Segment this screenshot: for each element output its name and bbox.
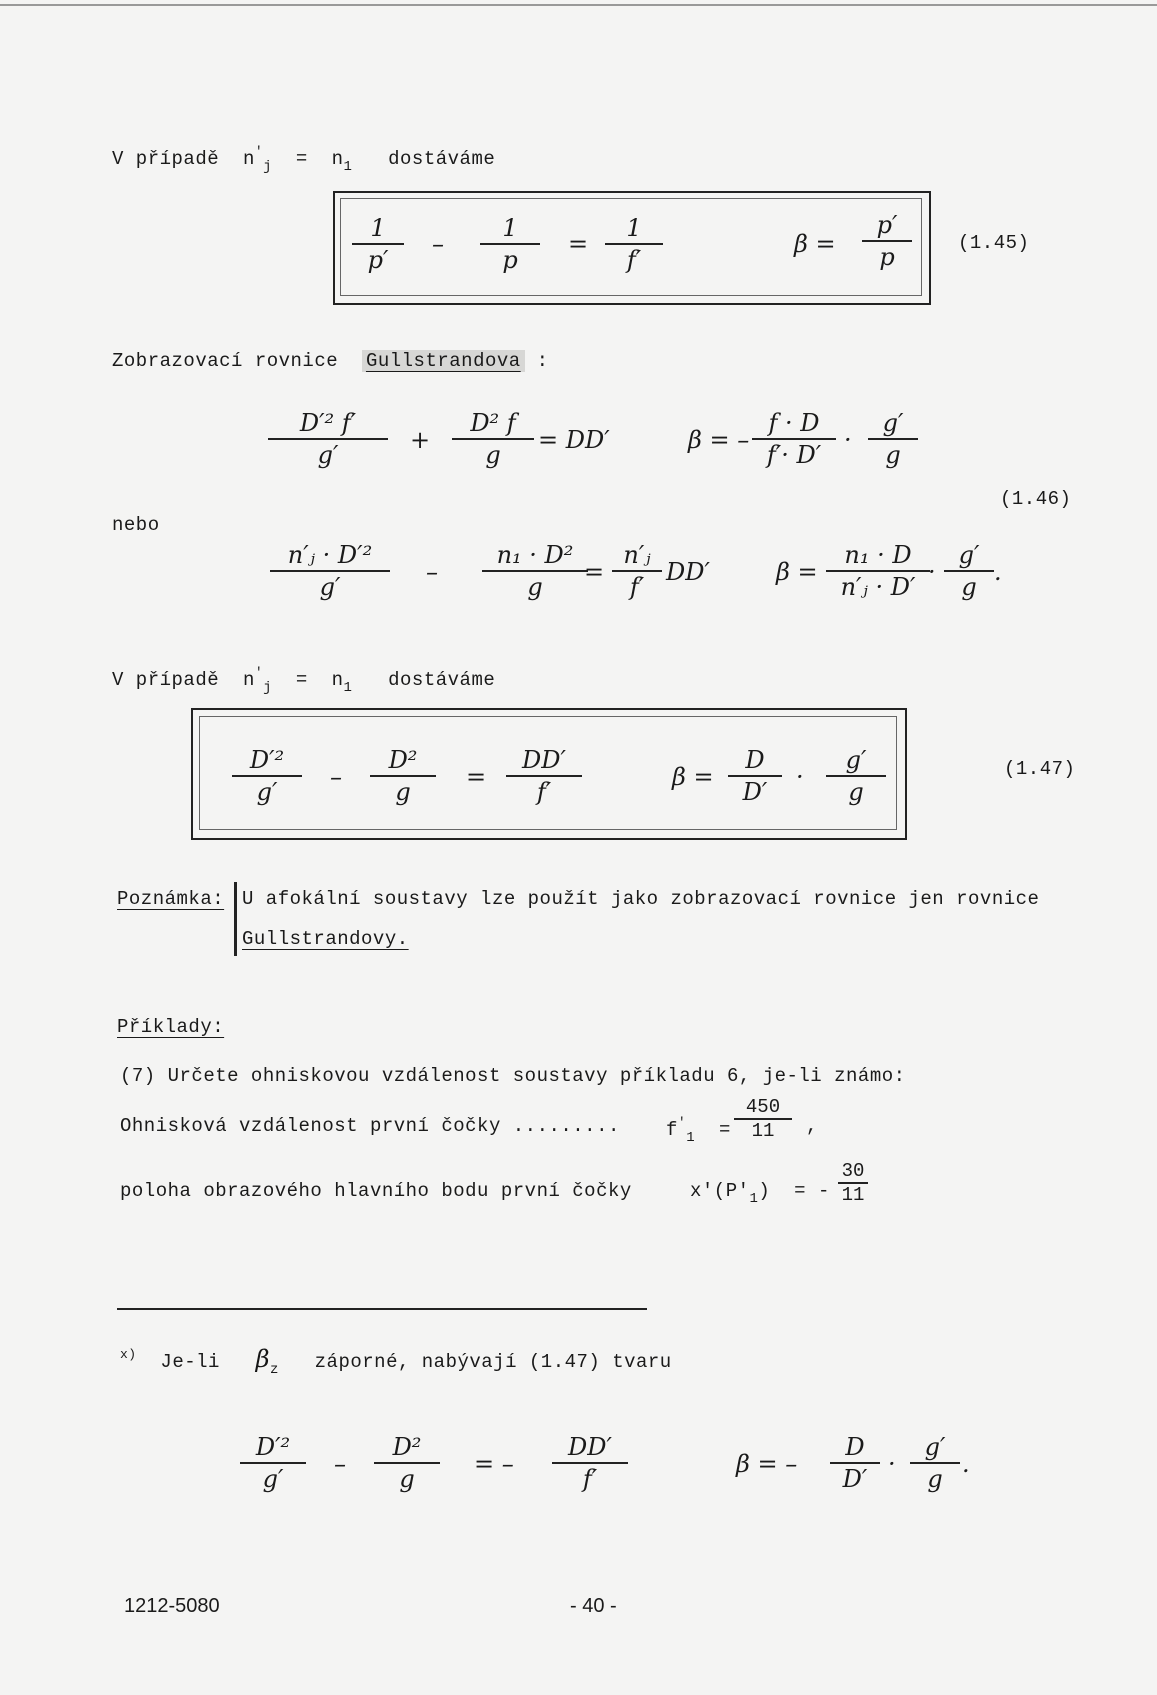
focal-length-label: Ohnisková vzdálenost první čočky .........: [120, 1115, 620, 1137]
numerator: g′: [924, 1433, 946, 1461]
sub-1: 1: [749, 1191, 759, 1207]
denominator: g: [399, 1465, 415, 1493]
numerator: g′: [882, 409, 904, 437]
denominator: n′ⱼ · D′: [840, 573, 916, 601]
fraction-d-prime-sq-f-prime: [268, 408, 388, 470]
equals-sign: =: [568, 230, 589, 258]
numerator: n′ⱼ: [623, 541, 651, 569]
prime-mark: ′: [677, 1115, 687, 1130]
case-line-1: [112, 144, 495, 175]
sub-1: 1: [686, 1130, 696, 1146]
var-f: f: [666, 1119, 678, 1141]
page-number: - 40 -: [570, 1595, 617, 1617]
var-n1: n: [331, 669, 344, 691]
var-n: n: [242, 669, 255, 691]
fraction-d-prime-sq-over-g-prime: [232, 745, 302, 807]
fraction-g-prime-over-g: [910, 1432, 960, 1494]
minus-sign: –: [432, 230, 444, 258]
fraction-g-prime-over-g: [944, 540, 994, 602]
denominator: 11: [751, 1120, 775, 1142]
var-n1: n: [331, 148, 344, 170]
fraction-450-over-11: [734, 1096, 792, 1142]
numerator: DD′: [568, 1433, 612, 1461]
dot-operator: ·: [844, 426, 852, 454]
note-margin-bar: [234, 882, 237, 956]
equals-minus: = -: [794, 1180, 830, 1202]
gullstrand-heading: [112, 350, 549, 372]
fraction-nj-over-f: [612, 540, 662, 602]
numerator: D²: [388, 746, 418, 774]
period: .: [994, 558, 1002, 586]
numerator: D′² f′: [299, 409, 357, 437]
fraction-d-sq-over-g: [374, 1432, 440, 1494]
footnote-post: záporné, nabývají (1.47) tvaru: [314, 1351, 672, 1373]
note-label: Poznámka:: [117, 888, 225, 910]
denominator: p: [879, 243, 895, 271]
plus-sign: +: [410, 426, 431, 454]
case-text: V případě: [112, 669, 220, 691]
principal-point-label: poloha obrazového hlavního bodu první čočky: [120, 1180, 632, 1202]
top-edge-line: [0, 4, 1157, 6]
document-code: 1212-5080: [124, 1595, 220, 1617]
prime-mark: ′: [254, 665, 264, 680]
equation-number-1-46: (1.46): [1000, 488, 1072, 510]
fraction-d-sq-f: [452, 408, 534, 470]
equals: =: [295, 148, 308, 170]
beta-label: β =: [672, 763, 714, 791]
note-text-line-1: U afokální soustavy lze použít jako zobrazovací rovnice jen rovnice: [242, 888, 1040, 910]
beta-symbol: β: [255, 1345, 271, 1373]
denominator: g′: [319, 573, 341, 601]
fraction-d-over-d-prime: [728, 745, 782, 807]
numerator: DD′: [522, 746, 566, 774]
examples-title: Příklady:: [117, 1016, 225, 1038]
equals-sign: =: [584, 558, 605, 586]
denominator: f′: [626, 246, 642, 274]
numerator: 1: [502, 214, 518, 242]
fraction-1-over-p-prime: [352, 213, 404, 275]
footnote-line: [120, 1345, 672, 1378]
fraction-g-prime-over-g: [826, 745, 886, 807]
equals: =: [718, 1119, 731, 1141]
denominator: g: [848, 778, 864, 806]
close-paren: ): [758, 1180, 771, 1202]
denominator: g: [395, 778, 411, 806]
case-text-post: dostáváme: [388, 669, 496, 691]
beta-label: β = –: [688, 426, 750, 454]
nebo-label: nebo: [112, 514, 160, 536]
denominator: f′· D′: [766, 441, 822, 469]
numerator: 1: [626, 214, 642, 242]
numerator: n′ⱼ · D′²: [287, 541, 373, 569]
numerator: f · D: [768, 409, 820, 437]
fraction-1-over-p: [480, 213, 540, 275]
sub-1: 1: [343, 680, 353, 696]
var-x-p: x′(P′: [690, 1180, 750, 1202]
beta-label: β = –: [736, 1450, 798, 1478]
note-text-line-2: Gullstrandovy.: [242, 928, 409, 950]
example-question: (7) Určete ohniskovou vzdálenost soustavy příkladu 6, je-li známo:: [120, 1065, 906, 1087]
fraction-g-prime-over-g: [868, 408, 918, 470]
denominator: p′: [367, 246, 389, 274]
denominator: p: [502, 246, 518, 274]
numerator: D: [745, 746, 765, 774]
dd-prime: DD′: [666, 558, 710, 586]
dot-operator: ·: [796, 763, 804, 791]
heading-text: Zobrazovací rovnice: [112, 350, 339, 372]
denominator: g′: [256, 778, 278, 806]
denominator: g′: [317, 441, 339, 469]
numerator: n₁ · D²: [496, 541, 574, 569]
fraction-n1-d-sq: [482, 540, 588, 602]
fraction-1-over-f-prime: [605, 213, 663, 275]
footnote-separator: [117, 1308, 647, 1310]
numerator: g′: [958, 541, 980, 569]
focal-length-var: [666, 1115, 731, 1146]
beta-label: β =: [776, 558, 818, 586]
denominator: g: [961, 573, 977, 601]
footnote-pre: Je-li: [160, 1351, 220, 1373]
principal-point-var: [690, 1180, 830, 1207]
numerator: 450: [745, 1096, 781, 1118]
minus-sign: –: [426, 558, 438, 586]
denominator: g: [927, 1465, 943, 1493]
case-text-post: dostáváme: [388, 148, 496, 170]
numerator: p′: [876, 211, 898, 239]
sub-j: j: [263, 159, 273, 175]
colon: :: [536, 350, 549, 372]
prime-mark: ′: [254, 144, 264, 159]
dot-operator: ·: [928, 558, 936, 586]
denominator: f′: [629, 573, 645, 601]
fraction-fd-over-fd: [752, 408, 836, 470]
fraction-dd-prime-over-f-prime: [506, 745, 582, 807]
gullstrand-name: Gullstrandova: [362, 350, 525, 372]
numerator: D² f: [470, 409, 516, 437]
var-n: n: [242, 148, 255, 170]
denominator: g: [885, 441, 901, 469]
fraction-d-prime-sq-over-g-prime: [240, 1432, 306, 1494]
fraction-d-sq-over-g: [370, 745, 436, 807]
denominator: g′: [262, 1465, 284, 1493]
sub-j: j: [263, 680, 273, 696]
dot-operator: ·: [888, 1450, 896, 1478]
sub-z: z: [270, 1362, 279, 1378]
denominator: f′: [536, 778, 552, 806]
footnote-mark: x): [120, 1347, 137, 1362]
numerator: g′: [845, 746, 867, 774]
denominator: f′: [582, 1465, 598, 1493]
fraction-30-over-11: [838, 1160, 868, 1206]
denominator: g: [485, 441, 501, 469]
denominator: D′: [842, 1465, 868, 1493]
equals-minus-sign: = –: [474, 1450, 514, 1478]
minus-sign: –: [330, 763, 342, 791]
denominator: g: [527, 573, 543, 601]
numerator: 1: [370, 214, 386, 242]
case-line-2: [112, 665, 495, 696]
beta-label: β =: [794, 230, 836, 258]
comma: ,: [806, 1115, 818, 1137]
fraction-beta-145: [862, 210, 912, 272]
period: .: [962, 1450, 970, 1478]
sub-1: 1: [343, 159, 353, 175]
denominator: 11: [841, 1184, 865, 1206]
fraction-n1d-over-njd: [826, 540, 930, 602]
equals-sign: =: [466, 763, 487, 791]
numerator: D²: [392, 1433, 422, 1461]
equals: =: [295, 669, 308, 691]
minus-sign: –: [334, 1450, 346, 1478]
fraction-nj-d-prime: [270, 540, 390, 602]
numerator: D: [845, 1433, 865, 1461]
numerator: D′²: [249, 746, 285, 774]
equation-number-1-45: (1.45): [958, 232, 1030, 254]
denominator: D′: [742, 778, 768, 806]
rhs-dd-prime: = DD′: [538, 426, 610, 454]
numerator: n₁ · D: [844, 541, 912, 569]
fraction-d-over-d-prime: [830, 1432, 880, 1494]
case-text: V případě: [112, 148, 220, 170]
numerator: D′²: [255, 1433, 291, 1461]
numerator: 30: [841, 1160, 865, 1182]
equation-number-1-47: (1.47): [1004, 758, 1076, 780]
fraction-dd-prime-over-f-prime: [552, 1432, 628, 1494]
